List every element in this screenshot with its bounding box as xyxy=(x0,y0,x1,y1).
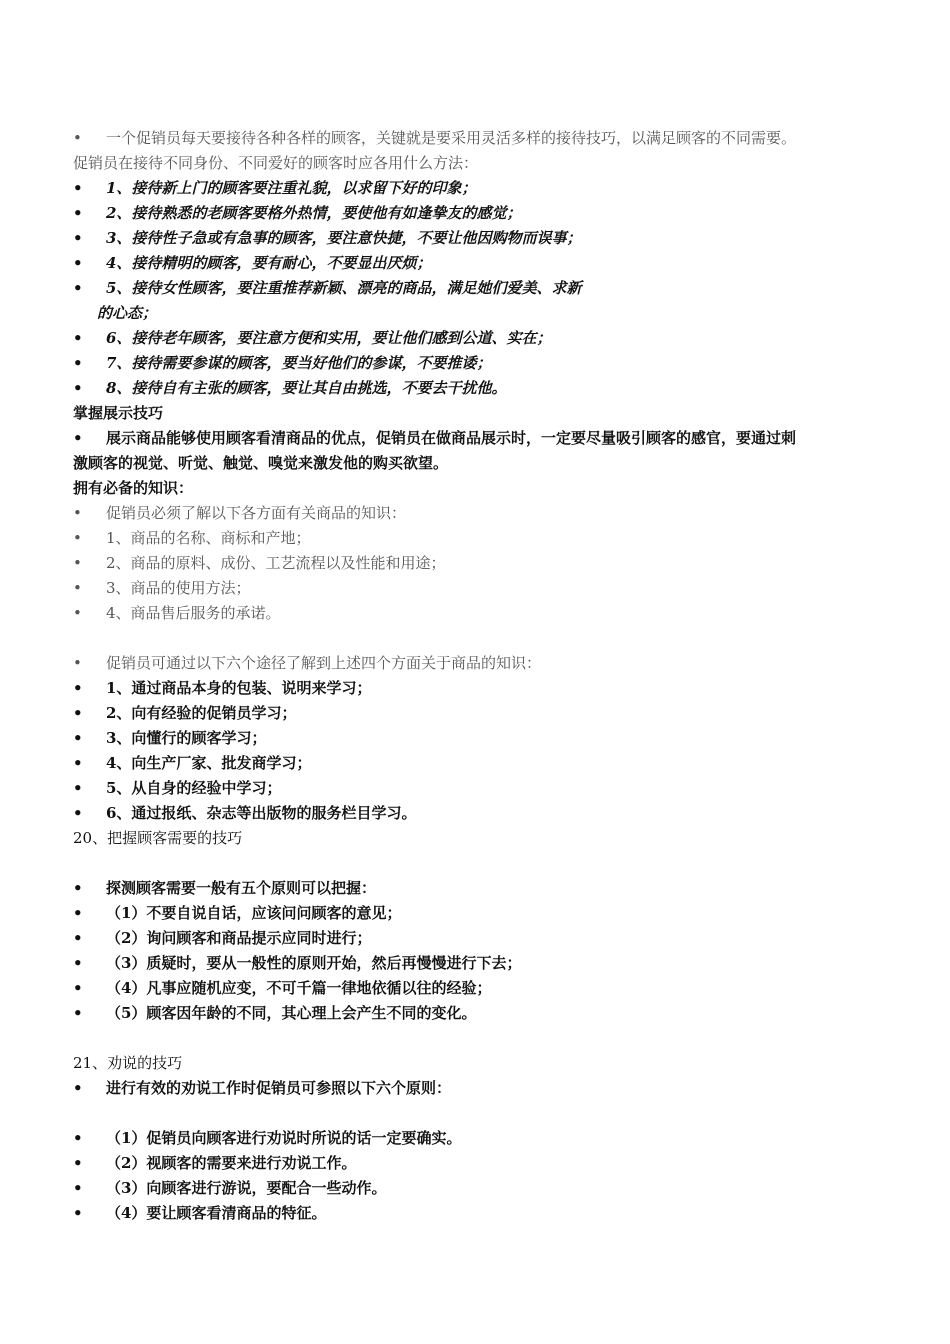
bullet: • xyxy=(73,929,83,947)
reception-item: • 4、接待精明的顾客，要有耐心，不要显出厌烦； xyxy=(73,251,883,276)
knowledge-item: • 2、商品的原料、成份、工艺流程以及性能和用途； xyxy=(73,551,883,576)
bullet: • xyxy=(73,129,82,147)
bullet: • xyxy=(73,354,83,372)
spacer xyxy=(73,626,883,651)
bullet: • xyxy=(73,754,83,772)
bullet: • xyxy=(73,579,82,597)
channel-item: • 1、通过商品本身的包装、说明来学习； xyxy=(73,676,883,701)
bullet: • xyxy=(73,679,83,697)
bullet: • xyxy=(73,1179,83,1197)
knowledge-item: • 4、商品售后服务的承诺。 xyxy=(73,601,883,626)
bullet: • xyxy=(73,529,82,547)
bullet: • xyxy=(73,604,82,622)
intro-line xyxy=(73,126,883,151)
spacer xyxy=(73,851,883,876)
persuade-intro: • 进行有效的劝说工作时促销员可参照以下六个原则： xyxy=(73,1076,883,1101)
bullet: • xyxy=(73,379,83,397)
display-heading: 掌握展示技巧 xyxy=(73,404,164,422)
section-21-heading: 21、劝说的技巧 xyxy=(73,1054,183,1072)
bullet: • xyxy=(73,329,83,347)
knowledge-item: • 1、商品的名称、商标和产地； xyxy=(73,526,883,551)
knowledge-heading: 拥有必备的知识： xyxy=(73,479,194,497)
bullet: • xyxy=(73,879,83,897)
needs-item: • （2）询问顾客和商品提示应同时进行； xyxy=(73,926,883,951)
bullet: • xyxy=(73,779,83,797)
bullet: • xyxy=(73,254,83,272)
bullet: • xyxy=(73,204,83,222)
display-text-continuation: 激顾客的视觉、听觉、触觉、嗅觉来激发他的购买欲望。 xyxy=(73,454,449,472)
needs-intro: • 探测顾客需要一般有五个原则可以把握： xyxy=(73,876,883,901)
reception-item: • 6、接待老年顾客，要注意方便和实用，要让他们感到公道、实在； xyxy=(73,326,883,351)
bullet: • xyxy=(73,229,83,247)
persuade-item: • （3）向顾客进行游说，要配合一些动作。 xyxy=(73,1176,883,1201)
needs-item: • （1）不要自说自话，应该问问顾客的意见； xyxy=(73,901,883,926)
persuade-item: • （2）视顾客的需要来进行劝说工作。 xyxy=(73,1151,883,1176)
needs-item: • （5）顾客因年龄的不同，其心理上会产生不同的变化。 xyxy=(73,1001,883,1026)
bullet: • xyxy=(73,654,82,672)
knowledge-item: • 促销员必须了解以下各方面有关商品的知识： xyxy=(73,501,883,526)
channels-intro: • 促销员可通过以下六个途径了解到上述四个方面关于商品的知识： xyxy=(73,651,883,676)
bullet: • xyxy=(73,904,83,922)
bullet: • xyxy=(73,704,83,722)
reception-item-continuation: 的心态； xyxy=(97,304,158,322)
bullet: • xyxy=(73,429,83,447)
knowledge-item: • 3、商品的使用方法； xyxy=(73,576,883,601)
bullet: • xyxy=(73,1204,83,1222)
channel-item: • 6、通过报纸、杂志等出版物的服务栏目学习。 xyxy=(73,801,883,826)
reception-item: • 8、接待自有主张的顾客，要让其自由挑选，不要去干扰他。 xyxy=(73,376,883,401)
reception-item: • 3、接待性子急或有急事的顾客，要注意快捷，不要让他因购物而误事； xyxy=(73,226,883,251)
intro-question: 促销员在接待不同身份、不同爱好的顾客时应各用什么方法： xyxy=(73,154,479,172)
section-20-heading: 20、把握顾客需要的技巧 xyxy=(73,829,243,847)
channel-item: • 5、从自身的经验中学习； xyxy=(73,776,883,801)
display-text: • 展示商品能够使用顾客看清商品的优点，促销员在做商品展示时，一定要尽量吸引顾客的感官，要通过刺 xyxy=(73,426,883,451)
channel-item: • 3、向懂行的顾客学习； xyxy=(73,726,883,751)
channel-item: • 4、向生产厂家、批发商学习； xyxy=(73,751,883,776)
spacer xyxy=(73,1101,883,1126)
bullet: • xyxy=(73,279,83,297)
needs-item: • （3）质疑时，要从一般性的原则开始，然后再慢慢进行下去； xyxy=(73,951,883,976)
channel-item: • 2、向有经验的促销员学习； xyxy=(73,701,883,726)
needs-item: • （4）凡事应随机应变，不可千篇一律地依循以往的经验； xyxy=(73,976,883,1001)
reception-item: • 7、接待需要参谋的顾客，要当好他们的参谋，不要推诿； xyxy=(73,351,883,376)
bullet: • xyxy=(73,1004,83,1022)
bullet: • xyxy=(73,954,83,972)
spacer xyxy=(73,1026,883,1051)
reception-item: • 1、接待新上门的顾客要注重礼貌，以求留下好的印象； xyxy=(73,176,883,201)
bullet: • xyxy=(73,504,82,522)
bullet: • xyxy=(73,1079,83,1097)
bullet: • xyxy=(73,554,82,572)
bullet: • xyxy=(73,1129,83,1147)
bullet: • xyxy=(73,729,83,747)
reception-item: • 5、接待女性顾客，要注重推荐新颖、漂亮的商品，满足她们爱美、求新 xyxy=(73,276,883,301)
persuade-item: • （1）促销员向顾客进行劝说时所说的话一定要确实。 xyxy=(73,1126,883,1151)
bullet: • xyxy=(73,979,83,997)
intro-text: 一个促销员每天要接待各种各样的顾客，关键就是要采用灵活多样的接待技巧，以满足顾客的不同需要。 xyxy=(106,129,797,147)
reception-item: • 2、接待熟悉的老顾客要格外热情，要使他有如逢挚友的感觉； xyxy=(73,201,883,226)
bullet: • xyxy=(73,179,83,197)
persuade-item: • （4）要让顾客看清商品的特征。 xyxy=(73,1201,883,1226)
bullet: • xyxy=(73,1154,83,1172)
bullet: • xyxy=(73,804,83,822)
document-page xyxy=(73,126,883,1226)
